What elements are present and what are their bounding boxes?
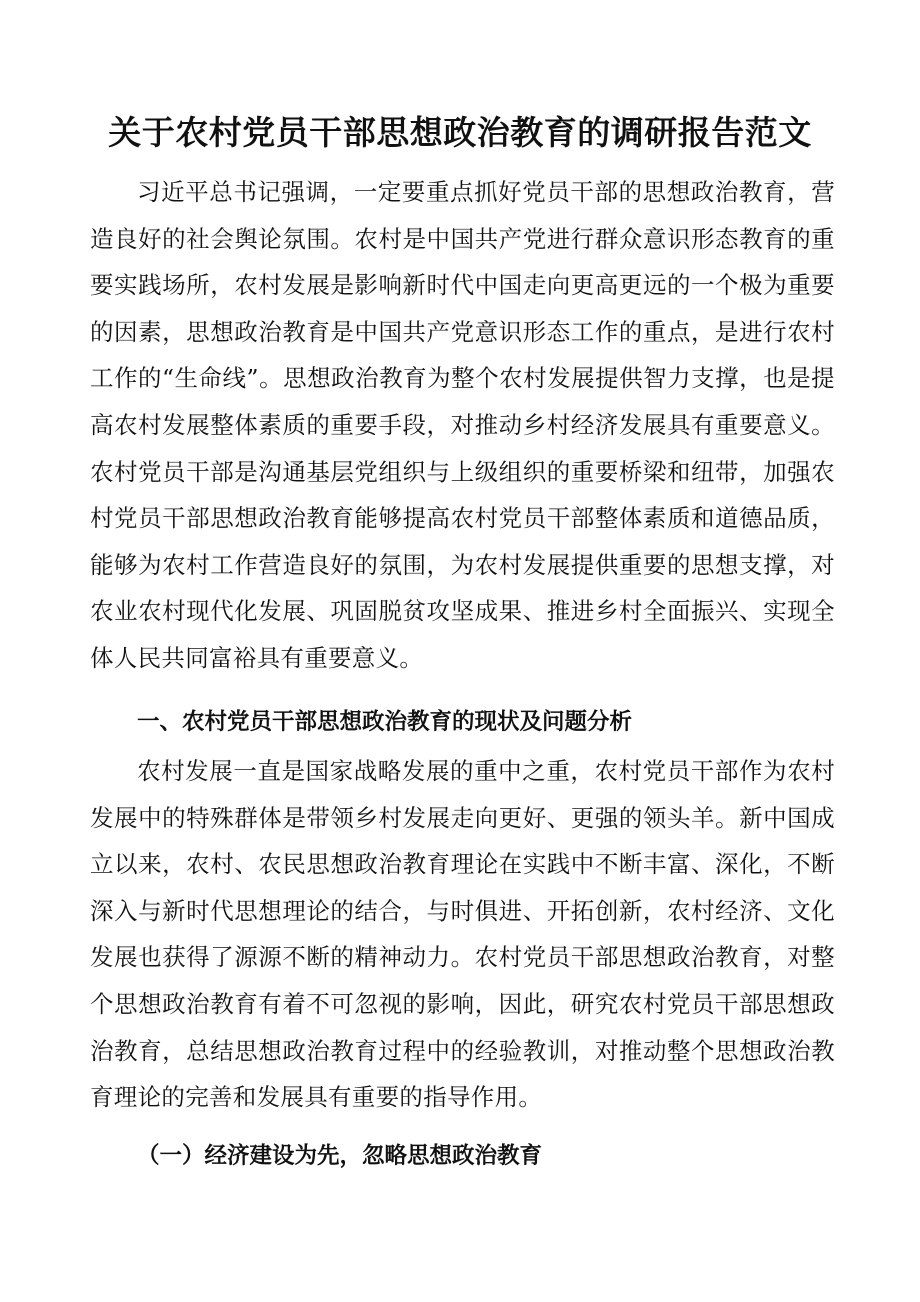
section-paragraph: 农村发展一直是国家战略发展的重中之重，农村党员干部作为农村发展中的特殊群体是带领乡村发展走向更好、更强的领头羊。新中国成立以来，农村、农民思想政治教育理论在实践中不断丰富、深化，不断深入与新时代思想理论的结合，与时俱进、开拓创新，农村经济、文化发展也获得了源源不断的精神动力。农村党员干部思想政治教育，对整个思想政治教育有着不可忽视的影响，因此，研究农村党员干部思想政治教育，总结思想政治教育过程中的经验教训，对推动整个思想政治教育理论的完善和发展具有重要的指导作用。 — [90, 757, 835, 1112]
intro-paragraph: 习近平总书记强调，一定要重点抓好党员干部的思想政治教育，营造良好的社会舆论氛围。农村是中国共产党进行群众意识形态教育的重要实践场所，农村发展是影响新时代中国走向更高更远的一个极为重要的因素，思想政治教育是中国共产党意识形态工作的重点，是进行农村工作的“生命线”。思想政治教育为整个农村发展提供智力支撑，也是提高农村发展整体素质的重要手段，对推动乡村经济发展具有重要意义。农村党员干部是沟通基层党组织与上级组织的重要桥梁和纽带，加强农村党员干部思想政治教育能够提高农村党员干部整体素质和道德品质，能够为农村工作营造良好的氛围，为农村发展提供重要的思想支撑，对农业农村现代化发展、巩固脱贫攻坚成果、推进乡村全面振兴、实现全体人民共同富裕具有重要意义。 — [90, 178, 835, 672]
section-heading: 一、农村党员干部思想政治教育的现状及问题分析 — [137, 709, 633, 735]
document-title: 关于农村党员干部思想政治教育的调研报告范文 — [108, 113, 812, 152]
subsection-heading: （一）经济建设为先，忽略思想政治教育 — [137, 1143, 543, 1169]
